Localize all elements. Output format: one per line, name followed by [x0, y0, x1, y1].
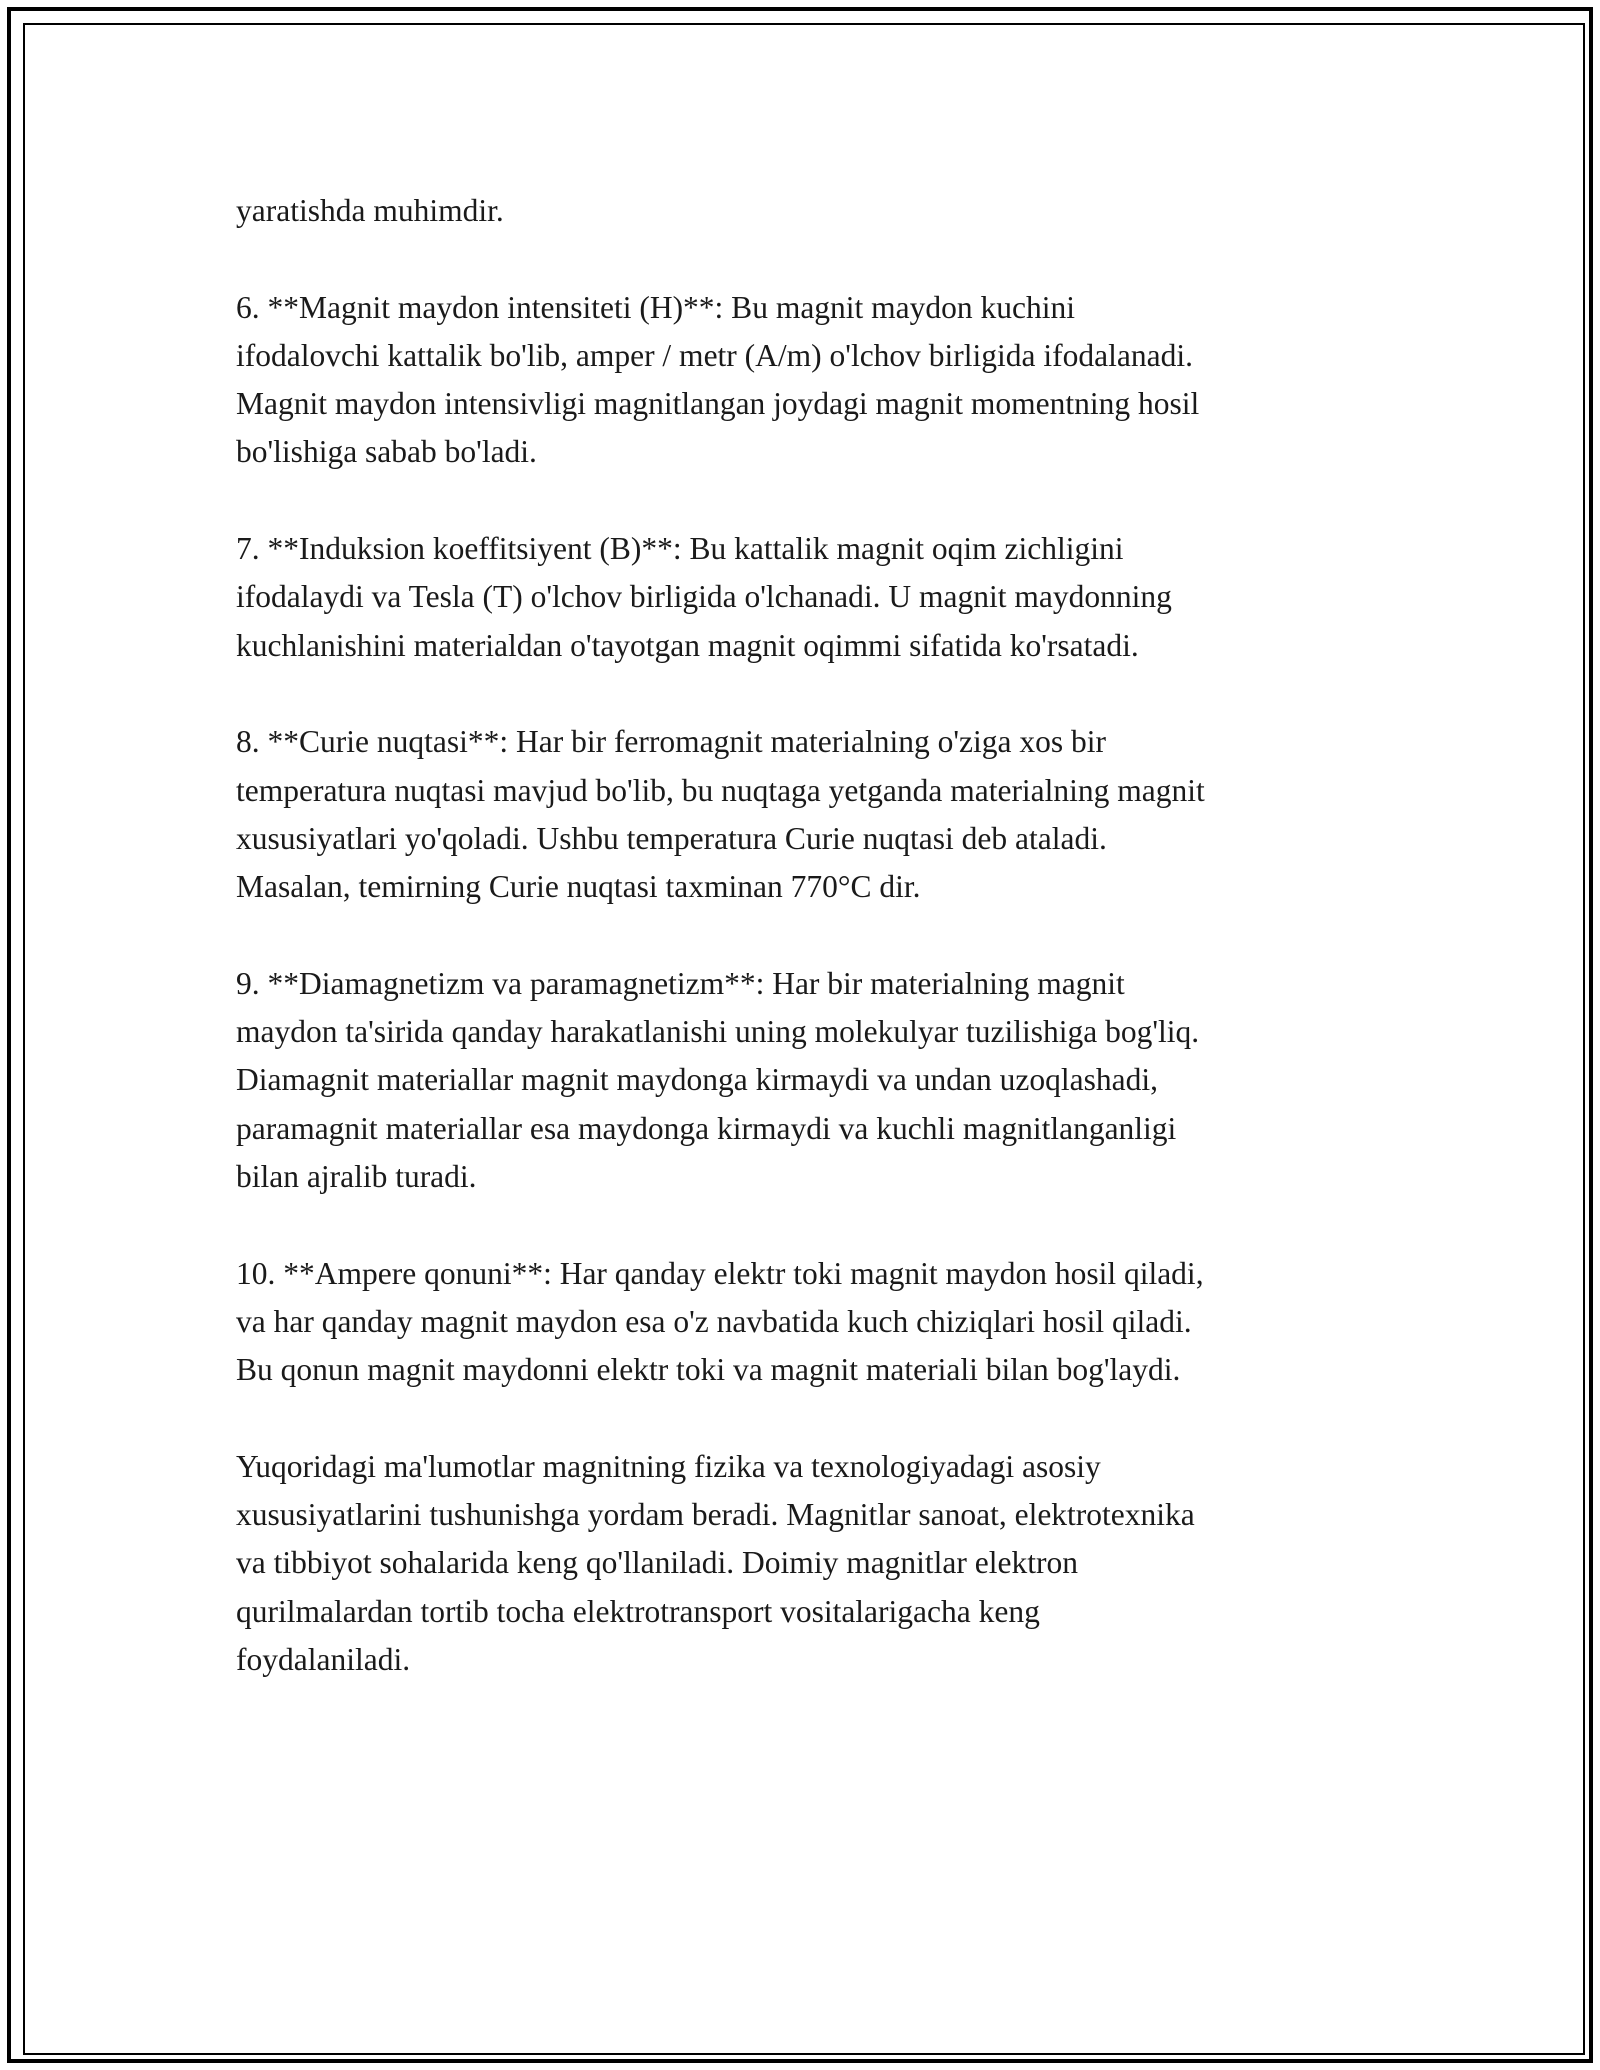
paragraph-item-9: 9. **Diamagnetizm va paramagnetizm**: Har bir materialning magnit maydon ta'sirida qanday harakatlanishi uning molekulyar tuzilishiga bog'liq. Diamagnit materiallar magnit maydonga kirmaydi va undan uzoqlashadi, paramagnit materiallar esa maydonga kirmaydi va kuchli magnitlanganligi bilan ajralib turadi.: [236, 965, 1200, 1194]
paragraph-continuation: yaratishda muhimdir.: [236, 193, 504, 228]
paragraph-item-7: 7. **Induksion koeffitsiyent (B)**: Bu kattalik magnit oqim zichligini ifodalaydi va Tesla (T) o'lchov birligida o'lchanadi. U magnit maydonning kuchlanishini materialdan o'tayotgan magnit oqimmi sifatida ko'rsatadi.: [236, 531, 1172, 663]
paragraph-item-10: 10. **Ampere qonuni**: Har qanday elektr toki magnit maydon hosil qiladi, va har qanday magnit maydon esa o'z navbatida kuch chiziqlari hosil qiladi. Bu qonun magnit maydonni elektr toki va magnit materiali bilan bog'laydi.: [236, 1255, 1204, 1388]
paragraph-item-8: 8. **Curie nuqtasi**: Har bir ferromagnit materialning o'ziga xos bir temperatura nuqtasi mavjud bo'lib, bu nuqtaga yetganda materialning magnit xususiyatlari yo'qoladi. Ushbu temperatura Curie nuqtasi deb ataladi. Masalan, temirning Curie nuqtasi taxminan 770°C dir.: [236, 724, 1205, 905]
paragraph-item-6: 6. **Magnit maydon intensiteti (H)**: Bu magnit maydon kuchini ifodalovchi kattalik bo'lib, amper / metr (A/m) o'lchov birligida ifodalanadi. Magnit maydon intensivligi magnitlangan joydagi magnit momentning hosil bo'lishiga sabab bo'ladi.: [236, 289, 1200, 470]
document-body: [236, 187, 1386, 1733]
paragraph-conclusion: Yuqoridagi ma'lumotlar magnitning fizika va texnologiyadagi asosiy xususiyatlarini tushunishga yordam beradi. Magnitlar sanoat, elektrotexnika va tibbiyot sohalarida keng qo'llaniladi. Doimiy magnitlar elektron qurilmalardan tortib tocha elektrotransport vositalarigacha keng foydalaniladi.: [236, 1448, 1195, 1677]
